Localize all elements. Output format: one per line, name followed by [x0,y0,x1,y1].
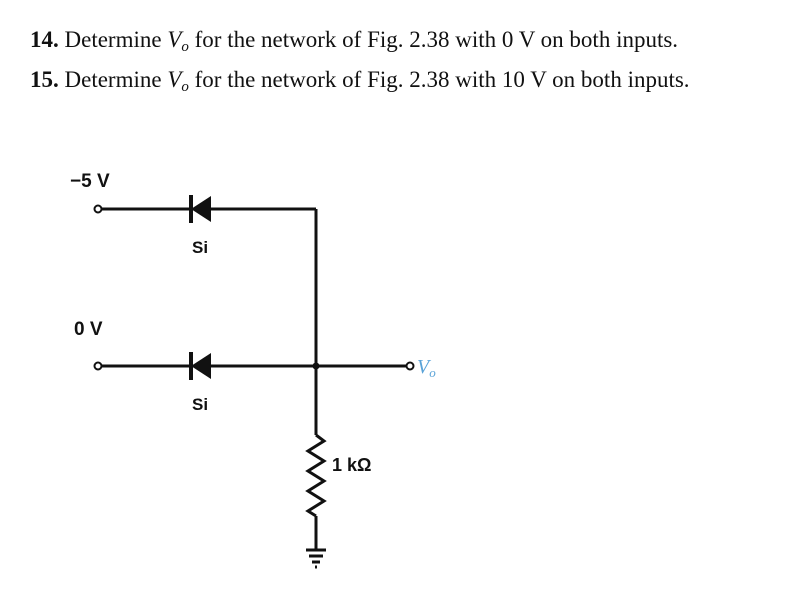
resistor-label: 1 kΩ [332,455,372,475]
diode1-symbol [191,195,211,223]
problem-number: 15. [30,67,59,92]
diode1-label: Si [192,238,209,257]
problem-text-start: Determine [64,27,162,52]
output-voltage-subscript: o [181,39,189,55]
output-terminal [407,363,414,370]
diode2-label: Si [192,395,209,414]
output-label [417,356,436,380]
output-sub: o [429,365,436,380]
input1-voltage-label: −5 V [70,171,110,192]
input2-voltage-label: 0 V [74,319,103,340]
input2-terminal [95,363,102,370]
output-voltage-subscript: o [181,79,189,95]
resistor-symbol [308,435,324,516]
problem-number: 14. [30,27,59,52]
output-var: V [417,356,430,378]
problem-text-start: Determine [64,67,162,92]
ground-icon [306,550,326,567]
output-voltage-symbol: V [167,67,182,92]
input1-terminal [95,206,102,213]
problem-text-end: for the network of Fig. 2.38 with 10 V on both inputs. [194,67,690,92]
output-voltage-symbol: V [167,27,182,52]
problem-text-end: for the network of Fig. 2.38 with 0 V on both inputs. [194,27,679,52]
diode2-symbol [191,352,211,380]
